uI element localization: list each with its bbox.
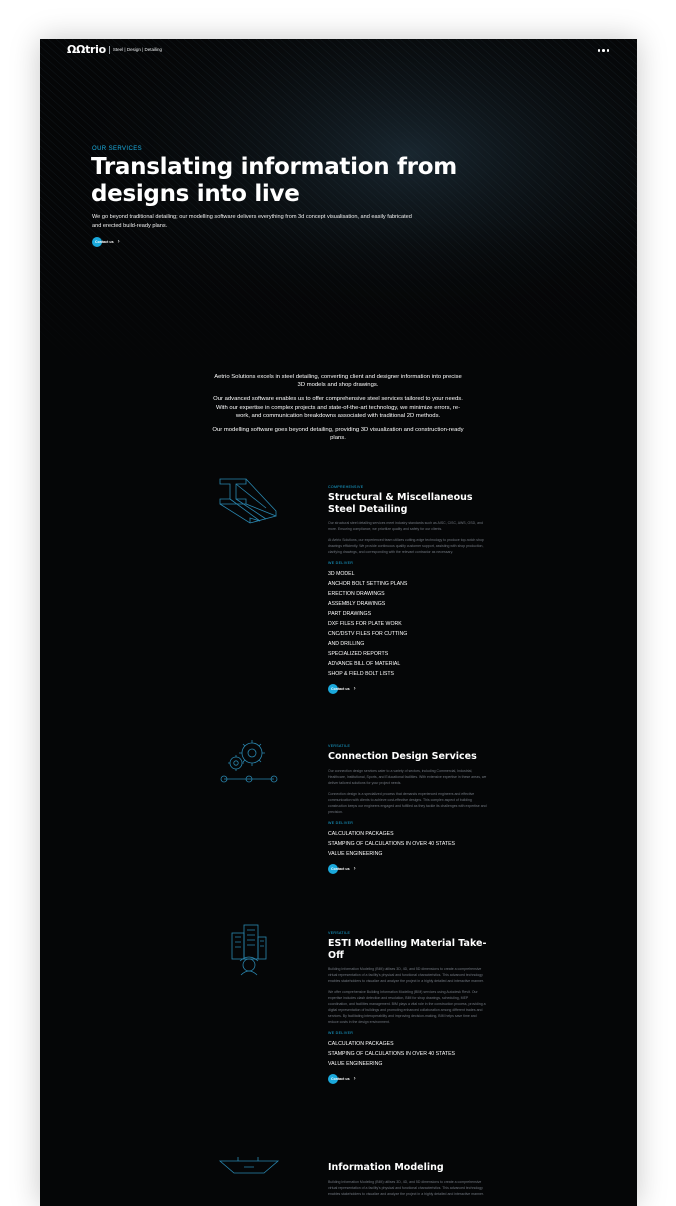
list-item: STAMPING OF CALCULATIONS IN OVER 40 STATES (328, 1051, 456, 1057)
service-title: Structural & Miscellaneous Steel Detailing (328, 492, 473, 515)
list-item: CALCULATION PACKAGES (328, 1041, 394, 1047)
intro-section (210, 373, 466, 448)
service-eyebrow: VERSATILE (328, 744, 351, 748)
logo-tagline: Steel | Design | Detailing (112, 47, 163, 52)
list-item: STAMPING OF CALCULATIONS IN OVER 40 STATES (328, 840, 456, 847)
deliverables-list (328, 569, 488, 679)
cta-label: Contact us (331, 1077, 350, 1081)
deliverables-list (328, 1039, 488, 1069)
service-description: At Aetrio Solutions, our experienced team utilizes cutting-edge technology to produce top-notch shop drawings efficiently. We provide continuous quality customer support, assisting with shop production, clarifying drawings, and corresponding with the relevant contractor as necessary. (328, 538, 484, 554)
more-dots-icon[interactable] (598, 49, 610, 52)
page-frame (40, 39, 637, 1206)
list-item: CALCULATION PACKAGES (328, 830, 394, 837)
logo[interactable] (67, 43, 162, 56)
we-deliver-label: WE DELIVER (328, 820, 354, 825)
list-item: ERECTION DRAWINGS (328, 591, 385, 597)
service-structural (328, 485, 488, 694)
service-information-modeling (328, 1159, 488, 1197)
service-description: We offer comprehensive Building Information Modeling (BIM) services using Autodesk Revit. Our expertise includes clash detection and resolution, BIM for shop drawings, scheduling, MEP coordination, and facilities management. BIM plays a vital role in the construction process, providing a digital representation of buildings and promoting enhanced collaboration among different trades and services. By facilitating interoperability and improving decision-making, BIM helps save time and reduce costs in the design environment. (328, 990, 486, 1024)
list-item: SHOP & FIELD BOLT LISTS (328, 671, 395, 677)
service-eyebrow: COMPREHENSIVE (328, 485, 364, 489)
list-item: SPECIALIZED REPORTS (328, 651, 389, 657)
chevron-right-icon: › (353, 865, 356, 872)
logo-divider (109, 46, 110, 54)
list-item: VALUE ENGINEERING (328, 1061, 383, 1067)
list-item: 3D MODEL (328, 571, 355, 577)
gears-icon (218, 735, 280, 787)
list-item: ANCHOR BOLT SETTING PLANS (328, 581, 408, 587)
chevron-right-icon: › (117, 239, 120, 245)
service-eyebrow: VERSATILE (328, 931, 351, 935)
service-connection-design (328, 744, 488, 874)
cta-label: Contact us (331, 866, 350, 871)
cta-label: Contact us (95, 240, 114, 244)
hero-eyebrow: OUR SERVICES (92, 146, 143, 152)
contact-button[interactable] (328, 684, 488, 694)
hero-title: Translating information from designs into live (91, 154, 457, 207)
deliverables-list (328, 829, 488, 859)
chevron-right-icon: › (353, 686, 356, 692)
intro-paragraph: Our advanced software enables us to offer comprehensive steel services tailored to your needs. With our expertise in complex projects and state-of-the-art technology, we minimize errors, re-work, and communication breakdowns associated with traditional 2D methods. (213, 396, 463, 419)
contact-button[interactable] (328, 864, 488, 874)
hero-contact-button[interactable] (92, 237, 120, 247)
service-description: Our connection design services cater to a variety of sectors, including Commercial, Industrial, Healthcare, Institutional, Sports, and Educational facilities. With extensive expertise in these areas, we deliver tailored solutions for your project needs. (328, 768, 487, 785)
service-description: Building Information Modeling (BIM) utilises 3D, 4D, and 5D dimensions to create a comprehensive virtual representation of a facility's physical and functional characteristics. This advanced technology enables stakeholders to visualize and analyze the project in a highly detailed and interactive manner. (328, 1179, 484, 1196)
chevron-right-icon: › (353, 1076, 356, 1082)
service-esti-modelling (328, 931, 488, 1084)
service-description: Building Information Modeling (BIM) utilises 3D, 4D, and 5D dimensions to create a comprehensive virtual representation of a facility's physical and functional characteristics. This advanced technology enables stakeholders to visualize and analyze the project in a highly detailed and interactive manner. (328, 967, 484, 983)
floor-plan-icon (218, 1155, 280, 1175)
hero-subtitle: We go beyond traditional detailing; our modelling software delivers everything from 3d concept visualisation, and easily fabricated and erected build-ready plans. (92, 214, 412, 229)
service-title: Connection Design Services (328, 751, 477, 762)
cta-label: Contact us (331, 687, 350, 691)
list-item: AND DRILLING (328, 641, 365, 647)
contact-button[interactable] (328, 1074, 488, 1084)
buildings-worker-icon (228, 923, 270, 977)
intro-paragraph: Aetrio Solutions excels in steel detailing, converting client and designer information into precise 3D models and shop drawings. (214, 374, 462, 389)
service-title: Information Modeling (328, 1162, 444, 1173)
we-deliver-label: WE DELIVER (328, 561, 354, 565)
list-item: CNC/DSTV FILES FOR CUTTING (328, 631, 408, 637)
service-title: ESTI Modelling Material Take-Off (328, 938, 487, 961)
menu-dot (598, 49, 601, 52)
list-item: VALUE ENGINEERING (328, 850, 383, 857)
service-description: Our structural steel detailing services meet industry standards such as AISC, CISC, AWS, OSD, and more. Ensuring compliance, we prioritize quality and safety for our clients. (328, 521, 483, 531)
list-item: DXF FILES FOR PLATE WORK (328, 621, 402, 627)
menu-dot (602, 49, 605, 52)
service-description: Connection design is a specialized process that demands experienced engineers and effective communication with clients to achieve cost-effective designs. This complex aspect of building construction keeps our engineers engaged and fulfilled as they tackle its challenges with expertise and precision. (328, 791, 487, 814)
we-deliver-label: WE DELIVER (328, 1031, 354, 1035)
list-item: ASSEMBLY DRAWINGS (328, 601, 386, 607)
intro-paragraph: Our modelling software goes beyond detailing, providing 3D visualization and construction-ready plans. (212, 427, 464, 442)
logo-wordmark: ΩΩtrio (67, 43, 106, 56)
list-item: ADVANCE BILL OF MATERIAL (328, 661, 401, 667)
menu-dot (607, 49, 610, 52)
list-item: PART DRAWINGS (328, 611, 372, 617)
steel-beam-icon (216, 475, 282, 527)
